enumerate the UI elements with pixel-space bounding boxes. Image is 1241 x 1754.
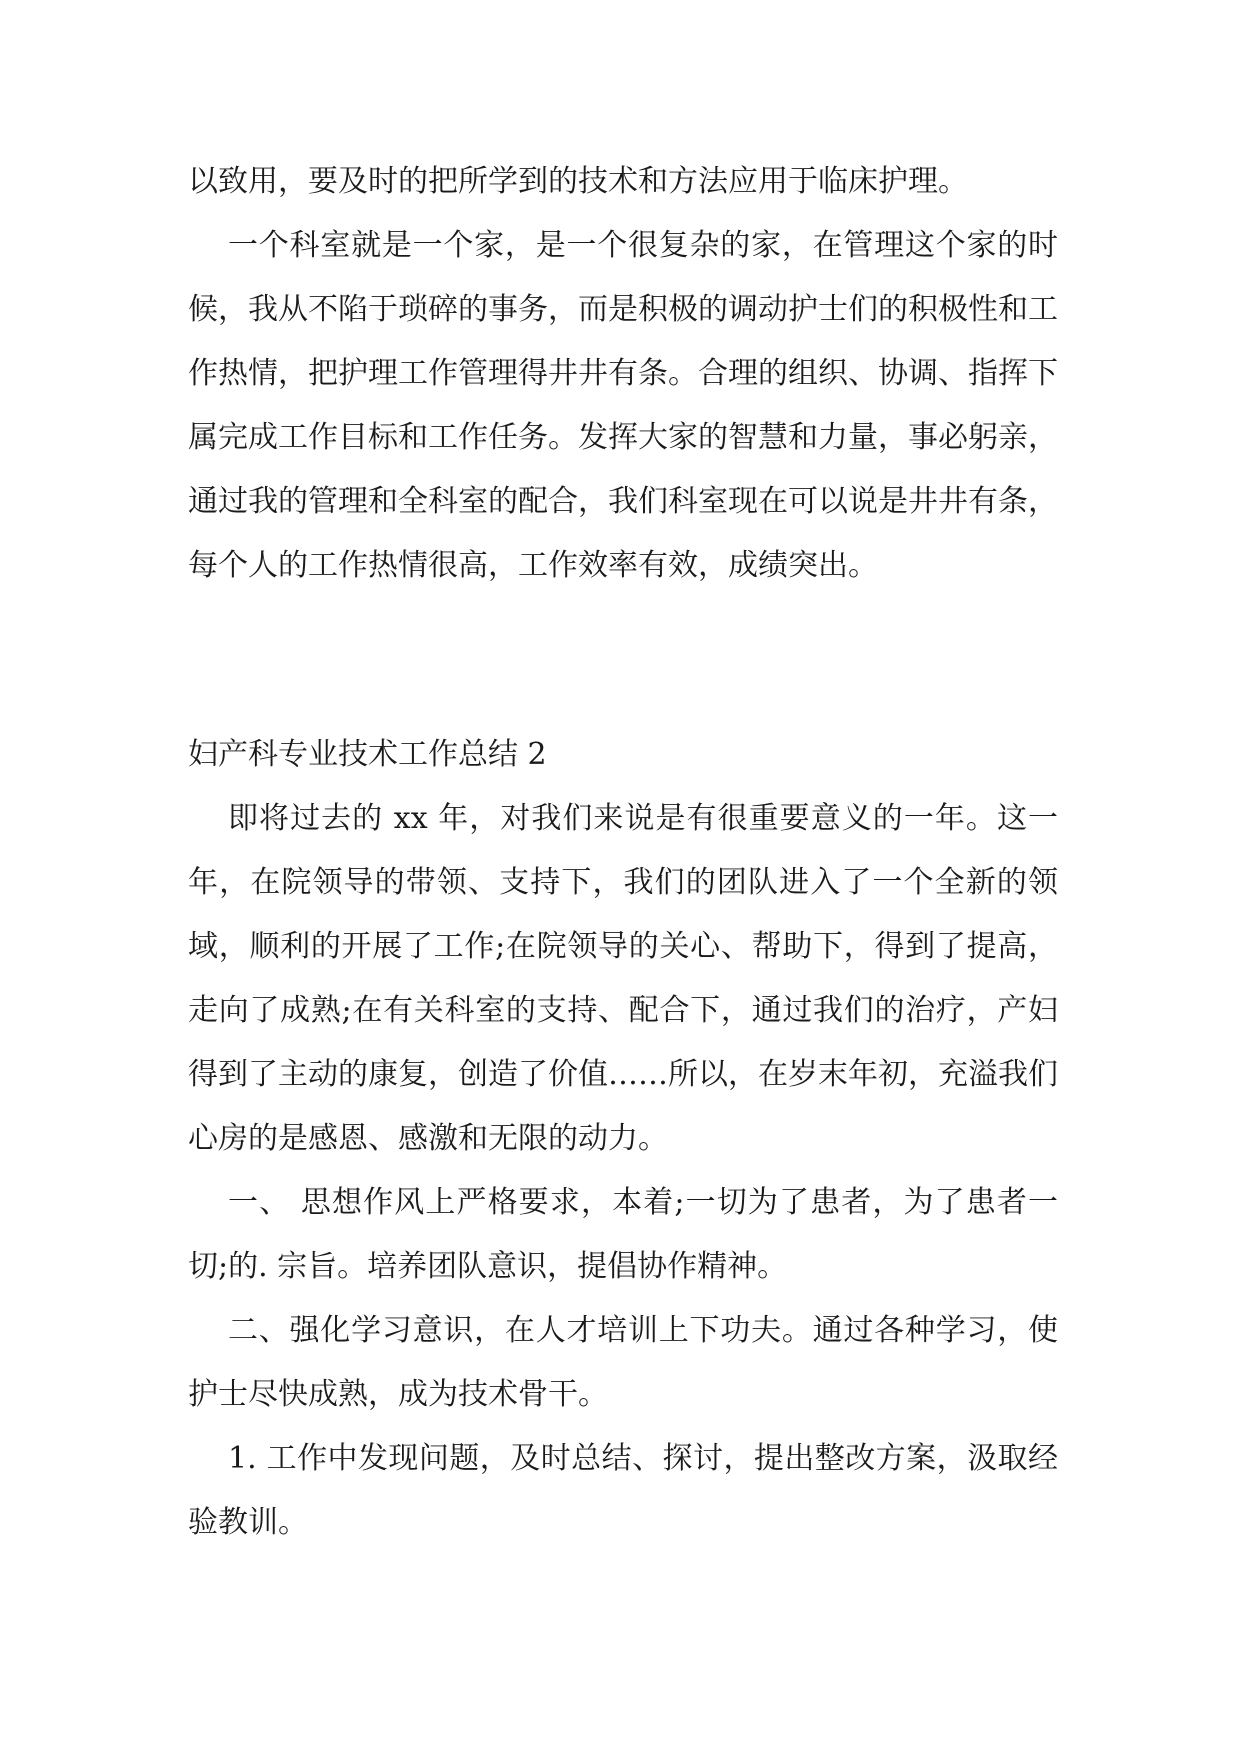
paragraph-item-one: 1. 工作中发现问题，及时总结、探讨，提出整改方案，汲取经验教训。 — [188, 1441, 1058, 1540]
paragraph-point-two: 二、强化学习意识，在人才培训上下功夫。通过各种学习，使护士尽快成熟，成为技术骨干。 — [188, 1313, 1058, 1412]
paragraph-continuation: 以致用，要及时的把所学到的技术和方法应用于临床护理。 — [188, 164, 968, 199]
section-gap — [188, 598, 1058, 723]
paragraph-point-one: 一、 思想作风上严格要求，本着;一切为了患者，为了患者一切;的. 宗旨。培养团队意识，提倡协作精神。 — [188, 1185, 1058, 1284]
document-page — [188, 150, 1058, 1555]
section-title: 妇产科专业技术工作总结 2 — [188, 737, 547, 772]
paragraph-department-management: 一个科室就是一个家，是一个很复杂的家，在管理这个家的时候，我从不陷于琐碎的事务，而是积极的调动护士们的积极性和工作热情，把护理工作管理得井井有条。合理的组织、协调、指挥下属完成工作目标和工作任务。发挥大家的智慧和力量，事必躬亲，通过我的管理和全科室的配合，我们科室现在可以说是井井有条，每个人的工作热情很高，工作效率有效，成绩突出。 — [188, 228, 1058, 583]
paragraph-year-review: 即将过去的 xx 年，对我们来说是有很重要意义的一年。这一年，在院领导的带领、支持下，我们的团队进入了一个全新的领域，顺利的开展了工作;在院领导的关心、帮助下，得到了提高，走向了成熟;在有关科室的支持、配合下，通过我们的治疗，产妇得到了主动的康复，创造了价值……所以，在岁末年初，充溢我们心房的是感恩、感激和无限的动力。 — [188, 801, 1058, 1156]
